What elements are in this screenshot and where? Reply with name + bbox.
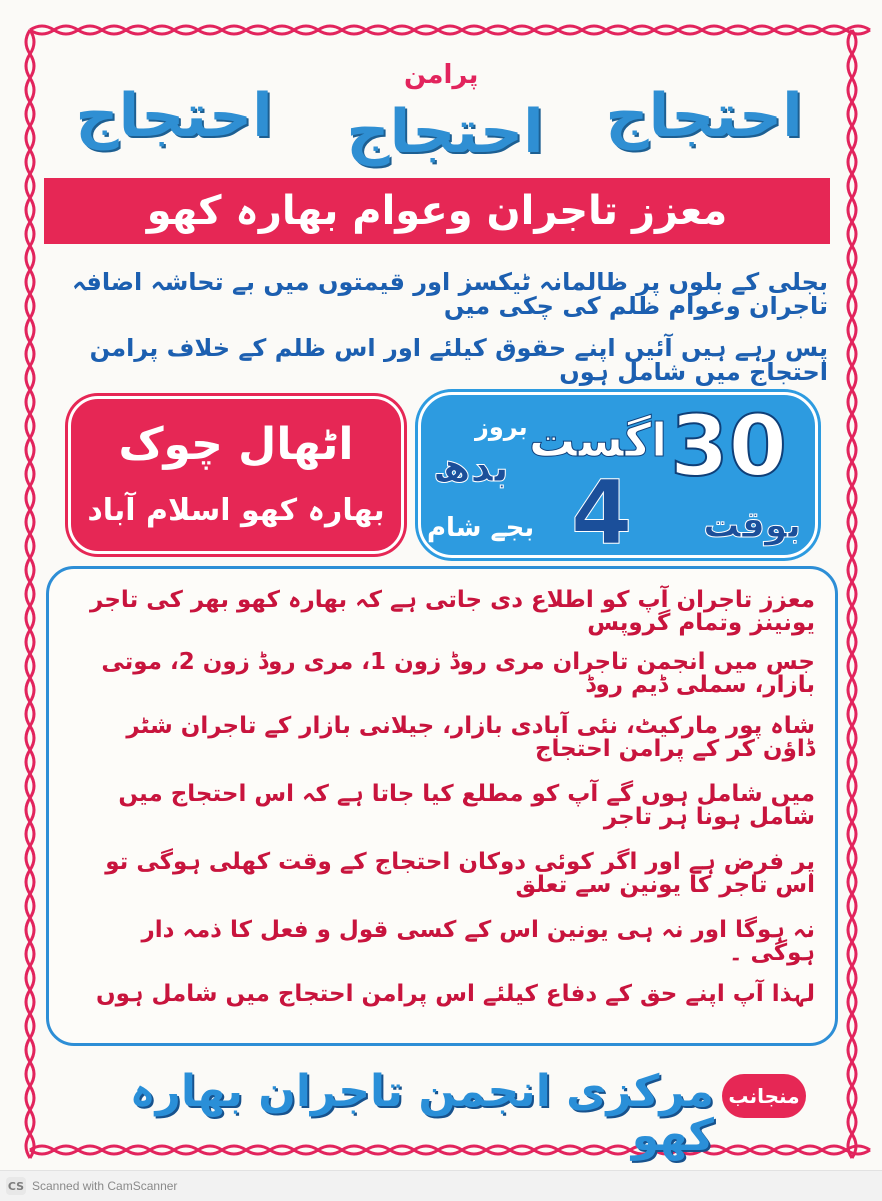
from-badge xyxy=(722,1074,806,1118)
scanner-watermark-text: Scanned with CamScanner xyxy=(32,1179,178,1193)
notice-line-1: معزز تاجران آپ کو اطلاع دی جاتی ہے کہ بھارہ کھو بھر کی تاجر یونینز وتمام گروپس xyxy=(90,587,815,636)
header-subtitle-peaceful: پرامن xyxy=(404,60,479,90)
header-word-left: احتجاج xyxy=(75,81,273,151)
header-word-right: احتجاج xyxy=(605,81,803,151)
intro-line-2: پس رہے ہیں آئیں اپنے حقوق کیلئے اور اس ظلم کے خلاف پرامن احتجاج میں شامل ہوں xyxy=(89,334,828,386)
notice-line-7: لہذا آپ اپنے حق کے دفاع کیلئے اس پرامن احتجاج میں شامل ہوں xyxy=(95,981,815,1007)
day-number: 30 xyxy=(670,397,787,495)
title-band xyxy=(44,178,830,244)
notice-line-6: نہ ہوگا اور نہ ہی یونین اس کے کسی قول و فعل کا ذمہ دار ہوگی ۔ xyxy=(141,917,815,966)
venue-name: اٹھال چوک xyxy=(118,419,354,470)
month-label: اگست xyxy=(528,413,667,467)
time-label: بوقت xyxy=(703,505,801,546)
title-band-text: معزز تاجران وعوام بھارہ کھو xyxy=(146,188,728,234)
intro-line-1: بجلی کے بلوں پر ظالمانہ ٹیکسز اور قیمتوں میں بے تحاشہ اضافہ تاجران وعوام ظلم کی چکی میں xyxy=(72,268,828,320)
hour-number: 4 xyxy=(571,461,633,564)
organization-name: مرکزی انجمن تاجران بھارہ کھو xyxy=(129,1066,714,1161)
notice-line-3: شاہ پور مارکیٹ، نئی آبادی بازار، جیلانی بازار کے تاجران شٹر ڈاؤن کر کے پرامن احتجاج xyxy=(126,713,815,762)
notice-line-5: پر فرض ہے اور اگر کوئی دوکان احتجاج کے وقت کھلی ہوگی تو اس تاجر کا یونین سے تعلق xyxy=(105,849,815,898)
venue-area: بھارہ کھو اسلام آباد xyxy=(87,493,385,528)
notice-box xyxy=(46,566,838,1046)
venue-box xyxy=(68,396,404,554)
notice-line-2: جس میں انجمن تاجران مری روڈ زون 1، مری روڈ زون 2، موتی بازار، سملی ڈیم روڈ xyxy=(101,649,815,698)
footer xyxy=(90,1062,806,1161)
time-suffix: بجے شام xyxy=(427,513,535,543)
scanner-watermark-bar xyxy=(0,1170,882,1201)
schedule-box xyxy=(418,392,818,564)
header-word-center: احتجاج xyxy=(346,97,544,167)
weekday-label: بدھ xyxy=(433,445,509,491)
notice-line-4: میں شامل ہوں گے آپ کو مطلع کیا جاتا ہے کہ اس احتجاج میں شامل ہونا ہر تاجر xyxy=(118,781,815,830)
from-label: منجانب xyxy=(728,1084,800,1108)
camscanner-logo-icon: CS xyxy=(6,1177,26,1195)
day-label: بروز xyxy=(475,413,528,441)
